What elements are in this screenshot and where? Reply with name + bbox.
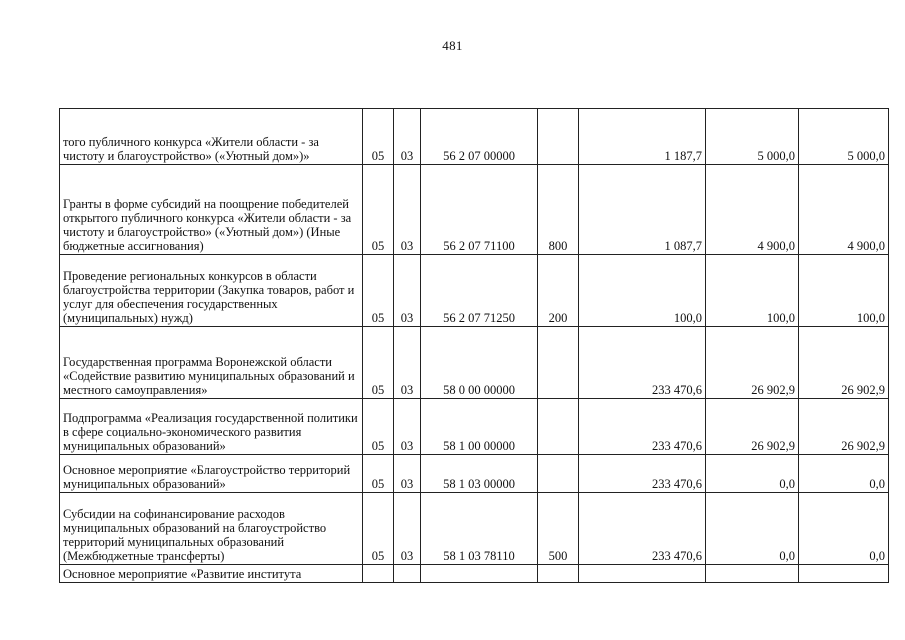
amount-year-2: 0,0 [706,455,799,493]
target-article-code [421,565,538,583]
expense-type-code [538,399,579,455]
table-row [60,399,889,455]
table-row [60,255,889,327]
subsection-code: 03 [394,493,421,565]
amount-year-2: 100,0 [706,255,799,327]
amount-year-3: 4 900,0 [799,165,889,255]
target-article-code: 56 2 07 00000 [421,109,538,165]
subsection-code [394,565,421,583]
amount-year-1 [579,565,706,583]
row-description: того публичного конкурса «Жители области - за чистоту и благоустройство» («Уютный дом»)» [60,109,363,165]
amount-year-3: 26 902,9 [799,399,889,455]
amount-year-2: 0,0 [706,493,799,565]
amount-year-3: 26 902,9 [799,327,889,399]
amount-year-2: 26 902,9 [706,399,799,455]
row-description: Субсидии на софинансирование расходов муниципальных образований на благоустройство территорий муниципальных образований (Межбюджетные трансферты) [60,493,363,565]
expense-type-code: 800 [538,165,579,255]
target-article-code: 58 0 00 00000 [421,327,538,399]
amount-year-3: 0,0 [799,455,889,493]
expense-type-code [538,327,579,399]
section-code [363,565,394,583]
amount-year-1: 1 187,7 [579,109,706,165]
table-row [60,109,889,165]
amount-year-1: 233 470,6 [579,493,706,565]
section-code: 05 [363,109,394,165]
amount-year-1: 233 470,6 [579,455,706,493]
amount-year-3: 100,0 [799,255,889,327]
section-code: 05 [363,399,394,455]
row-description: Проведение региональных конкурсов в области благоустройства территории (Закупка товаров, работ и услуг для обеспечения государственных (муниципальных) нужд) [60,255,363,327]
section-code: 05 [363,327,394,399]
amount-year-2: 26 902,9 [706,327,799,399]
page-number: 481 [442,38,463,53]
target-article-code: 58 1 03 00000 [421,455,538,493]
amount-year-1: 233 470,6 [579,399,706,455]
row-description: Подпрограмма «Реализация государственной политики в сфере социально-экономического развития муниципальных образований» [60,399,363,455]
amount-year-2 [706,565,799,583]
subsection-code: 03 [394,327,421,399]
amount-year-1: 1 087,7 [579,165,706,255]
target-article-code: 56 2 07 71100 [421,165,538,255]
row-description: Гранты в форме субсидий на поощрение победителей открытого публичного конкурса «Жители области - за чистоту и благоустройство» («Уютный дом») (Иные бюджетные ассигнования) [60,165,363,255]
table-row [60,327,889,399]
expense-type-code [538,565,579,583]
target-article-code: 58 1 03 78110 [421,493,538,565]
section-code: 05 [363,493,394,565]
amount-year-1: 233 470,6 [579,327,706,399]
amount-year-1: 100,0 [579,255,706,327]
row-description: Государственная программа Воронежской области «Содействие развитию муниципальных образований и местного самоуправления» [60,327,363,399]
budget-table [59,108,889,583]
target-article-code: 56 2 07 71250 [421,255,538,327]
subsection-code: 03 [394,165,421,255]
expense-type-code: 200 [538,255,579,327]
section-code: 05 [363,455,394,493]
table-row [60,565,889,583]
row-description: Основное мероприятие «Благоустройство территорий муниципальных образований» [60,455,363,493]
expense-type-code [538,455,579,493]
amount-year-3 [799,565,889,583]
table-row [60,165,889,255]
amount-year-2: 4 900,0 [706,165,799,255]
section-code: 05 [363,165,394,255]
subsection-code: 03 [394,455,421,493]
subsection-code: 03 [394,399,421,455]
amount-year-3: 0,0 [799,493,889,565]
subsection-code: 03 [394,109,421,165]
expense-type-code: 500 [538,493,579,565]
row-description: Основное мероприятие «Развитие института [60,565,363,583]
amount-year-3: 5 000,0 [799,109,889,165]
amount-year-2: 5 000,0 [706,109,799,165]
subsection-code: 03 [394,255,421,327]
section-code: 05 [363,255,394,327]
expense-type-code [538,109,579,165]
table-row [60,493,889,565]
table-row [60,455,889,493]
target-article-code: 58 1 00 00000 [421,399,538,455]
